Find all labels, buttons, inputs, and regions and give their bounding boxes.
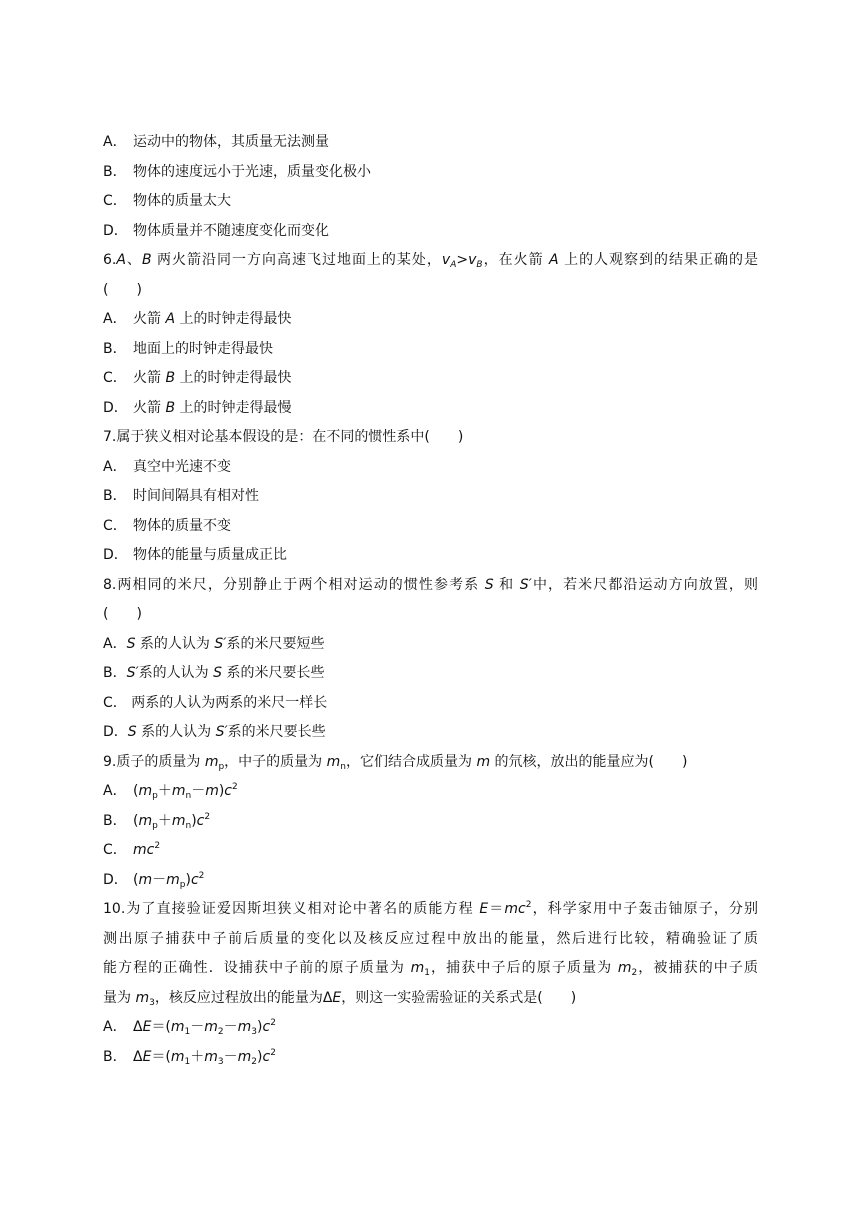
text-fragment: B． (103, 163, 127, 180)
text-fragment: 2 (631, 968, 638, 978)
text-fragment: 系的米尺要长些 (222, 665, 325, 681)
text-fragment: p (218, 761, 225, 772)
text-fragment: 的氘核，放出的能量应为( ) (490, 753, 688, 770)
text-fragment: C． (103, 517, 127, 534)
text-fragment: 2 (217, 1027, 224, 1037)
text-fragment: B (165, 399, 176, 416)
q10-stem-line-2: 测出原子捕获中子前后质量的变化以及核反应过程中放出的能量，然后进行比较，精确验证了质 (103, 930, 758, 947)
text-fragment: B． (103, 665, 127, 681)
text-fragment: － (223, 1019, 238, 1035)
text-fragment: 中，若米尺都沿运动方向放置，则 (531, 576, 759, 593)
text-fragment: Δ (133, 1048, 143, 1065)
text-fragment: E (332, 989, 342, 1006)
text-fragment: m (171, 783, 186, 799)
text-fragment: m (135, 989, 150, 1006)
text-fragment: m (237, 1019, 252, 1035)
text-fragment: n (340, 761, 346, 772)
q10-option-a (103, 1013, 758, 1043)
text-fragment: 3 (149, 997, 155, 1008)
q9-option-a (103, 777, 758, 807)
question-content (103, 128, 758, 1072)
text-fragment: 火箭 (133, 370, 166, 386)
text-fragment: 火箭 (133, 311, 166, 327)
q10-option-b (103, 1043, 758, 1073)
text-fragment: 系的米尺要短些 (226, 635, 325, 652)
text-fragment: E (479, 901, 489, 917)
text-fragment: 上的时钟走得最快 (175, 311, 292, 327)
q8-option-a (103, 630, 758, 660)
text-fragment: － (191, 783, 206, 799)
q6-option-a (103, 305, 758, 335)
text-fragment: 上的人观察到的结果正确的是 (558, 252, 759, 268)
text-fragment: 8.两相同的米尺，分别静止于两个相对运动的惯性参考系 (103, 576, 485, 593)
text-fragment: A． (103, 311, 127, 327)
q6-answer-paren: ( ) (103, 281, 142, 298)
text-fragment: 时间间隔具有相对性 (133, 488, 259, 504)
text-fragment: m (138, 871, 153, 888)
q9-option-b (103, 807, 758, 837)
text-fragment: 两系的人认为两系的米尺一样长 (126, 694, 328, 711)
text-fragment: S (484, 576, 494, 593)
text-fragment: 9.质子的质量为 (103, 753, 205, 770)
text-fragment: 2 (525, 900, 532, 910)
text-fragment: ，它们结合成质量为 (345, 753, 477, 770)
text-fragment: A． (103, 458, 127, 475)
text-fragment: A (165, 311, 176, 327)
text-fragment: ) (185, 871, 191, 888)
text-fragment: 物体的质量不变 (133, 517, 231, 534)
text-fragment: ＋ (157, 783, 172, 799)
text-fragment: m (204, 1048, 218, 1065)
text-fragment: 3 (217, 1056, 224, 1067)
text-fragment: c (196, 812, 205, 829)
text-fragment: ( (133, 812, 139, 829)
text-fragment: A． (103, 783, 127, 799)
text-fragment: n (185, 791, 192, 801)
text-fragment: ＋ (157, 812, 172, 829)
text-fragment: 1 (184, 1056, 191, 1067)
q7-stem: 7.属于狭义相对论基本假设的是：在不同的惯性系中( ) (103, 429, 464, 445)
text-fragment: m (170, 1048, 185, 1065)
text-fragment: 系的人认为 (136, 724, 216, 740)
text-fragment: 、 (125, 252, 142, 268)
text-fragment: ) (257, 1048, 263, 1065)
text-fragment: D． (103, 399, 128, 416)
text-fragment: A． (103, 1019, 127, 1035)
text-fragment: 系的人认为 (135, 635, 215, 652)
text-fragment: 地面上的时钟走得最快 (133, 340, 273, 357)
q8-option-d (103, 718, 758, 748)
text-fragment: 1 (184, 1027, 191, 1037)
q9-option-c (103, 836, 758, 866)
text-fragment: B． (103, 812, 127, 829)
text-fragment: 火箭 (133, 399, 166, 416)
q6-option-b (103, 335, 758, 365)
text-fragment: B (141, 252, 152, 268)
text-fragment: A (549, 252, 559, 268)
q7-option-b (103, 482, 758, 512)
q8-option-b (103, 659, 758, 689)
text-fragment: 2 (198, 870, 205, 881)
text-fragment: ) (257, 1019, 263, 1035)
q8-stem (103, 571, 758, 601)
text-fragment: C． (103, 370, 127, 386)
text-fragment: 3 (251, 1027, 258, 1037)
text-fragment: ，捕获中子后的原子质量为 (429, 960, 618, 976)
text-fragment: Δ (133, 1019, 143, 1035)
text-fragment: － (152, 871, 167, 888)
text-fragment: m (410, 960, 425, 976)
text-fragment: S′ (215, 724, 228, 740)
q9-option-d (103, 866, 758, 896)
text-fragment: ，被捕获的中子质 (637, 960, 759, 976)
text-fragment: ，中子的质量为 (224, 753, 327, 770)
text-fragment: E (142, 1019, 152, 1035)
text-fragment: 两火箭沿同一方向高速飞过地面上的某处， (151, 252, 442, 268)
text-fragment: ，科学家用中子轰击铀原子，分别 (531, 901, 759, 917)
text-fragment: C． (103, 694, 127, 711)
text-fragment: D． (103, 871, 128, 888)
text-fragment: A． (103, 134, 127, 150)
text-fragment: m (476, 753, 491, 770)
text-fragment: － (190, 1019, 205, 1035)
text-fragment: p (152, 791, 158, 801)
text-fragment: B． (103, 340, 127, 357)
text-fragment: 2 (204, 811, 211, 822)
text-fragment: m (138, 812, 153, 829)
text-fragment: v (468, 252, 477, 268)
text-fragment: c (224, 783, 232, 799)
q6-option-d (103, 394, 758, 424)
q8-option-c (103, 689, 758, 719)
text-fragment: 和 (493, 576, 520, 593)
text-fragment: 2 (251, 1056, 258, 1067)
text-fragment: > (456, 252, 469, 268)
text-fragment: m (204, 753, 219, 770)
text-fragment: C． (103, 193, 127, 209)
text-fragment: 物体质量并不随速度变化而变化 (133, 222, 329, 239)
text-fragment: 10.为了直接验证爱因斯坦狭义相对论中著名的质能方程 (103, 901, 480, 917)
text-fragment: D． (103, 222, 128, 239)
text-fragment: m (237, 1048, 252, 1065)
text-fragment: 2 (270, 1047, 276, 1058)
q10-stem-line-4 (103, 984, 758, 1014)
text-fragment: 6. (103, 252, 117, 268)
text-fragment: m (166, 871, 180, 888)
text-fragment: A (116, 252, 126, 268)
text-fragment: 上的时钟走得最快 (175, 370, 292, 386)
text-fragment: 量为 (103, 989, 136, 1006)
text-fragment: D． (103, 547, 128, 563)
text-fragment: S (213, 665, 223, 681)
text-fragment: ( (133, 871, 139, 888)
text-fragment: 2 (154, 841, 161, 851)
text-fragment: m (326, 753, 341, 770)
text-fragment: 物体的速度远小于光速，质量变化极小 (133, 163, 371, 180)
text-fragment: 真空中光速不变 (133, 458, 231, 475)
q5-option-d (103, 217, 758, 247)
text-fragment: ，则这一实验需验证的关系式是( ) (341, 989, 577, 1006)
q5-option-b (103, 158, 758, 188)
text-fragment: B． (103, 1048, 127, 1065)
text-fragment: S′ (126, 665, 139, 681)
q8-answer-paren: ( ) (103, 606, 142, 622)
q5-option-a (103, 128, 758, 158)
text-fragment: 能方程的正确性．设捕获中子前的原子质量为 (103, 960, 411, 976)
q7-option-d (103, 541, 758, 571)
text-fragment: S′ (519, 576, 532, 593)
text-fragment: E (142, 1048, 152, 1065)
q5-option-c (103, 187, 758, 217)
q10-stem-line-3 (103, 954, 758, 984)
text-fragment: C． (103, 842, 127, 858)
text-fragment: ＝( (151, 1019, 171, 1035)
text-fragment: m (205, 783, 219, 799)
text-fragment: 物体的质量太大 (133, 193, 231, 209)
text-fragment: c (262, 1019, 271, 1035)
text-fragment: ) (218, 783, 225, 799)
text-fragment: m (170, 1019, 185, 1035)
text-fragment: ，核反应过程放出的能量为Δ (154, 989, 333, 1006)
text-fragment: m (171, 812, 186, 829)
text-fragment: m (138, 783, 153, 799)
text-fragment: ( (133, 783, 139, 799)
text-fragment: D． (103, 724, 128, 740)
text-fragment: ＋ (190, 1048, 205, 1065)
text-fragment: m (204, 1019, 218, 1035)
text-fragment: n (185, 820, 192, 831)
text-fragment: mc (133, 842, 155, 858)
text-fragment: A (450, 260, 457, 270)
text-fragment: 1 (424, 968, 430, 978)
text-fragment: B (165, 370, 176, 386)
text-fragment: S′ (214, 635, 227, 652)
text-fragment: 系的米尺要长些 (227, 724, 326, 740)
q9-stem (103, 748, 758, 778)
text-fragment: m (617, 960, 632, 976)
text-fragment: A． (103, 635, 127, 652)
text-fragment: 2 (232, 782, 238, 792)
text-fragment: mc (504, 901, 526, 917)
text-fragment: S (126, 635, 136, 652)
text-fragment: 2 (270, 1018, 276, 1028)
q6-option-c (103, 364, 758, 394)
text-fragment: ) (191, 812, 197, 829)
text-fragment: p (179, 879, 186, 890)
text-fragment: B (476, 260, 483, 270)
text-fragment: B． (103, 488, 127, 504)
text-fragment: ＝( (151, 1048, 171, 1065)
text-fragment: ＝ (488, 901, 505, 917)
q7-option-c (103, 512, 758, 542)
text-fragment: c (262, 1048, 271, 1065)
text-fragment: p (152, 820, 158, 831)
text-fragment: 运动中的物体，其质量无法测量 (133, 134, 329, 150)
text-fragment: v (441, 252, 451, 268)
text-fragment: ，在火箭 (482, 252, 550, 268)
q6-stem (103, 246, 758, 276)
q10-stem-line-1 (103, 895, 758, 925)
q7-option-a (103, 453, 758, 483)
text-fragment: － (223, 1048, 238, 1065)
text-fragment: 系的人认为 (138, 665, 214, 681)
text-fragment: 物体的能量与质量成正比 (133, 547, 287, 563)
text-fragment: c (190, 871, 199, 888)
text-fragment: 上的时钟走得最慢 (175, 399, 292, 416)
text-fragment: S (127, 724, 137, 740)
